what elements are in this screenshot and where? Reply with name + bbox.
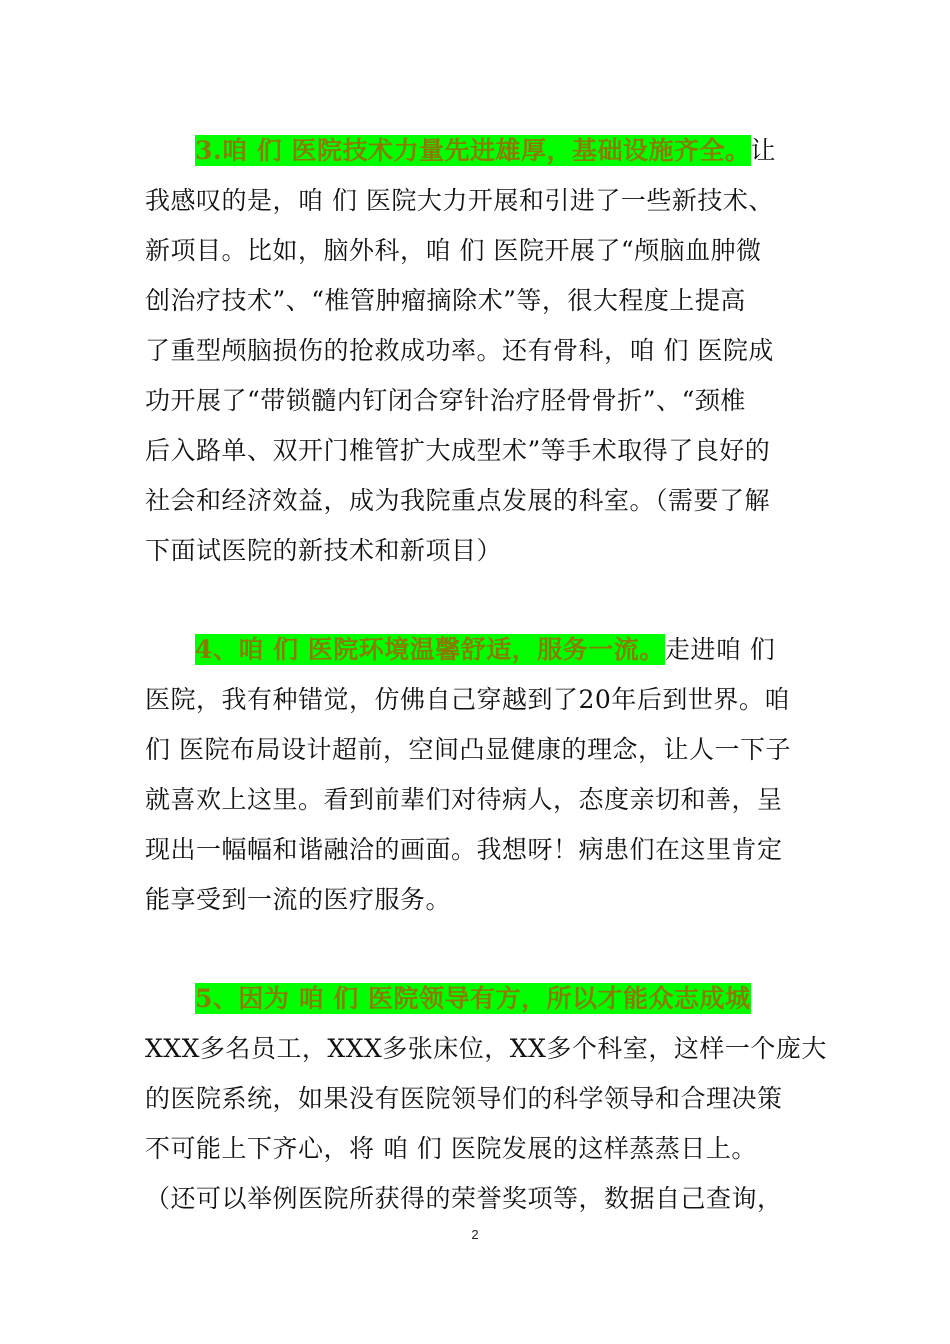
- section4-first-line-rest: 走进咱 们: [664, 635, 776, 664]
- section5-heading: 5、因为 咱 们 医院领导有方，所以才能众志成城: [195, 984, 751, 1013]
- section4-line: 现出一幅幅和谐融洽的画面。我想呀！病患们在这里肯定: [145, 835, 783, 864]
- section3-line: 创治疗技术”、“椎管肿瘤摘除术”等，很大程度上提高: [145, 286, 746, 315]
- section3-line: 我感叹的是，咱 们 医院大力开展和引进了一些新技术、: [145, 186, 774, 215]
- section3-first-line-rest: 让: [750, 136, 777, 165]
- section3-line: 新项目。比如，脑外科，咱 们 医院开展了“颅脑血肿微: [145, 236, 762, 265]
- section3-line: 下面试医院的新技术和新项目）: [145, 536, 503, 565]
- section4-first-line: [195, 633, 815, 667]
- section4-heading: 4、咱 们 医院环境温馨舒适，服务一流。: [195, 635, 665, 664]
- section3-line: 了重型颅脑损伤的抢救成功率。还有骨科，咱 们 医院成: [145, 336, 774, 365]
- section3-line: 功开展了“带锁髓内钉闭合穿针治疗胫骨骨折”、“颈椎: [145, 386, 746, 415]
- section3-first-line: [195, 134, 815, 168]
- section5-line: 不可能上下齐心，将 咱 们 医院发展的这样蒸蒸日上。: [145, 1134, 757, 1163]
- section5-line: 的医院系统，如果没有医院领导们的科学领导和合理决策: [145, 1084, 783, 1113]
- section5-first-line: [195, 982, 815, 1016]
- section4-line: 们 医院布局设计超前，空间凸显健康的理念，让人一下子: [145, 735, 791, 764]
- section4-line: 就喜欢上这里。看到前辈们对待病人，态度亲切和善，呈: [145, 785, 783, 814]
- section3-line: 社会和经济效益，成为我院重点发展的科室。（需要了解: [145, 486, 771, 515]
- page-number: 2: [471, 1227, 479, 1242]
- section5-line: （还可以举例医院所获得的荣誉奖项等，数据自己查询，: [145, 1184, 783, 1213]
- section3-line: 后入路单、双开门椎管扩大成型术”等手术取得了良好的: [145, 436, 771, 465]
- section5-line: XXX多名员工，XXX多张床位，XX多个科室，这样一个庞大: [145, 1034, 827, 1063]
- section4-line: 能享受到一流的医疗服务。: [145, 885, 452, 914]
- section4-line: 医院，我有种错觉，仿佛自己穿越到了20年后到世界。咱: [145, 685, 790, 714]
- section3-heading: 3.咱 们 医院技术力量先进雄厚，基础设施齐全。: [195, 136, 751, 165]
